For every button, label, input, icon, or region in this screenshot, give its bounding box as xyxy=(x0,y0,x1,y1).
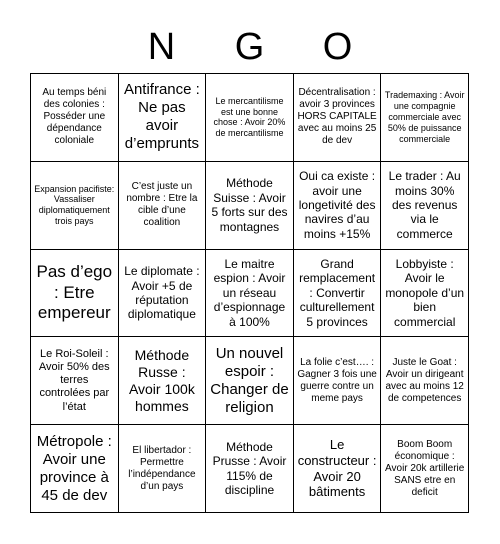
bingo-cell[interactable]: Trademaxing : Avoir une compagnie commerciale avec 50% de puissance commerciale xyxy=(381,74,469,162)
header-letter-b xyxy=(30,22,118,72)
bingo-cell[interactable]: Métropole : Avoir une province à 45 de dev xyxy=(31,425,119,513)
bingo-cell[interactable]: Le maitre espion : Avoir un réseau d’espionnage à 100% xyxy=(206,250,294,338)
bingo-cell[interactable]: Boom Boom économique : Avoir 20k artillerie SANS etre en deficit xyxy=(381,425,469,513)
header-letter-o xyxy=(382,22,470,72)
header-letter-i: N xyxy=(147,25,177,68)
bingo-cell[interactable]: Lobbyiste : Avoir le monopole d’un bien commercial xyxy=(381,250,469,338)
bingo-cell[interactable]: Décentralisation : avoir 3 provinces HORS CAPITALE avec au moins 25 de dev xyxy=(294,74,382,162)
bingo-board xyxy=(30,73,469,513)
bingo-cell[interactable]: Méthode Russe : Avoir 100k hommes xyxy=(119,337,207,425)
bingo-cell[interactable]: Un nouvel espoir : Changer de religion xyxy=(206,337,294,425)
bingo-cell[interactable]: Oui ca existe : avoir une longetivité des navires d’au moins +15% xyxy=(294,162,382,250)
bingo-cell[interactable]: Juste le Goat : Avoir un dirigeant avec au moins 12 de competences xyxy=(381,337,469,425)
bingo-cell[interactable]: Le constructeur : Avoir 20 bâtiments xyxy=(294,425,382,513)
header-letter-g: O xyxy=(322,25,354,68)
bingo-cell[interactable]: Le diplomate : Avoir +5 de réputation diplomatique xyxy=(119,250,207,338)
bingo-cell[interactable]: Le trader : Au moins 30% des revenus via le commerce xyxy=(381,162,469,250)
bingo-cell[interactable]: C’est juste un nombre : Etre la cible d’une coalition xyxy=(119,162,207,250)
bingo-cell[interactable]: Pas d’ego : Etre empereur xyxy=(31,250,119,338)
bingo-cell[interactable]: La folie c’est…. : Gagner 3 fois une guerre contre un meme pays xyxy=(294,337,382,425)
bingo-cell[interactable]: Méthode Suisse : Avoir 5 forts sur des montagnes xyxy=(206,162,294,250)
bingo-cell[interactable]: Grand remplacement : Convertir culturellement 5 provinces xyxy=(294,250,382,338)
bingo-cell[interactable]: Méthode Prusse : Avoir 115% de discipline xyxy=(206,425,294,513)
bingo-cell[interactable]: Le mercantilisme est une bonne chose : Avoir 20% de mercantilisme xyxy=(206,74,294,162)
bingo-cell[interactable]: El libertador : Permettre l’indépendance d’un pays xyxy=(119,425,207,513)
bingo-cell[interactable]: Le Roi-Soleil : Avoir 50% des terres controlées par l’état xyxy=(31,337,119,425)
bingo-cell[interactable]: Antifrance : Ne pas avoir d’emprunts xyxy=(119,74,207,162)
bingo-header xyxy=(30,22,470,72)
bingo-cell[interactable]: Au temps béni des colonies : Posséder une dépendance coloniale xyxy=(31,74,119,162)
header-letter-n: G xyxy=(234,25,266,68)
bingo-cell[interactable]: Expansion pacifiste: Vassaliser diplomatiquement trois pays xyxy=(31,162,119,250)
